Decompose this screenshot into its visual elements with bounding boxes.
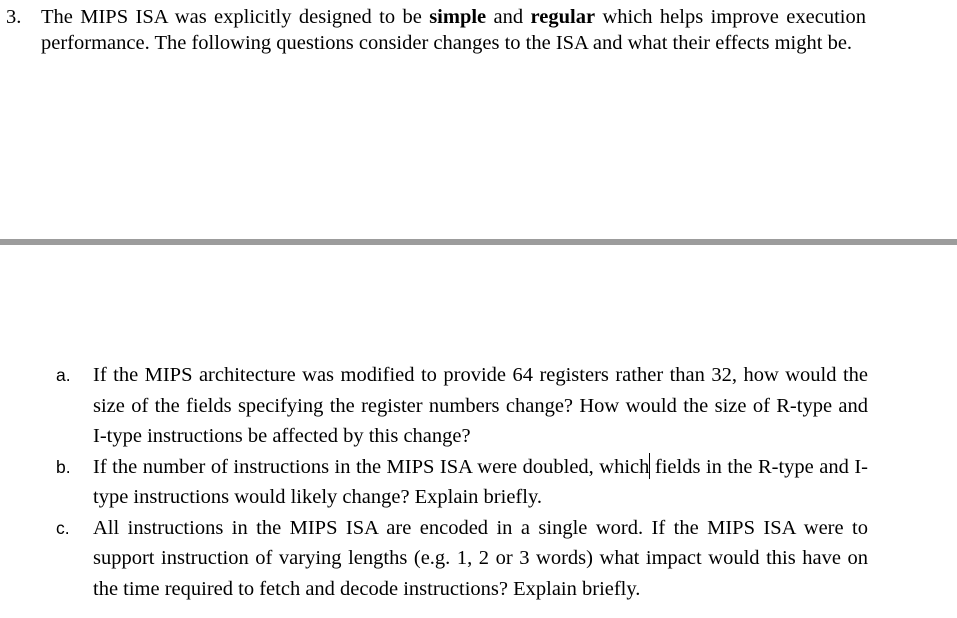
subpart-list [48, 360, 868, 604]
section-divider [0, 239, 957, 245]
subpart-text-c: All instructions in the MIPS ISA are encoded in a single word. If the MIPS ISA were to support instruction of varying lengths (e.g. 1, 2 or 3 words) what impact would this have on the time required to fetch and decode instructions? Explain briefly. [93, 516, 868, 600]
intro-text-2: and [486, 6, 531, 28]
subpart-text-b-part2: fields in the R-type and I-type instructions would likely change? Explain briefly. [93, 455, 868, 508]
subpart-text-b-part1: If the number of instructions in the MIPS ISA were doubled, which [93, 455, 650, 478]
subpart-marker-a: a. [56, 365, 71, 385]
subpart-text-a: If the MIPS architecture was modified to provide 64 registers rather than 32, how would the size of the fields specifying the register numbers change? How would the size of R-type and I-type instructions be affected by this change? [93, 364, 868, 447]
subpart-marker-c: c. [56, 517, 70, 538]
intro-text-1: The MIPS ISA was explicitly designed to be [41, 6, 430, 28]
subpart-a [48, 360, 868, 452]
intro-text-3: which helps improve execution performance. The following questions consider changes to the ISA and what their effects might be. [41, 6, 866, 54]
question-intro [41, 4, 866, 56]
bold-simple: simple [429, 6, 487, 28]
bold-regular: regular [530, 6, 596, 28]
subpart-marker-b: b. [56, 456, 71, 477]
subpart-b [48, 452, 868, 513]
subpart-c [48, 513, 868, 605]
question-3 [6, 4, 866, 56]
question-number: 3. [6, 6, 22, 28]
